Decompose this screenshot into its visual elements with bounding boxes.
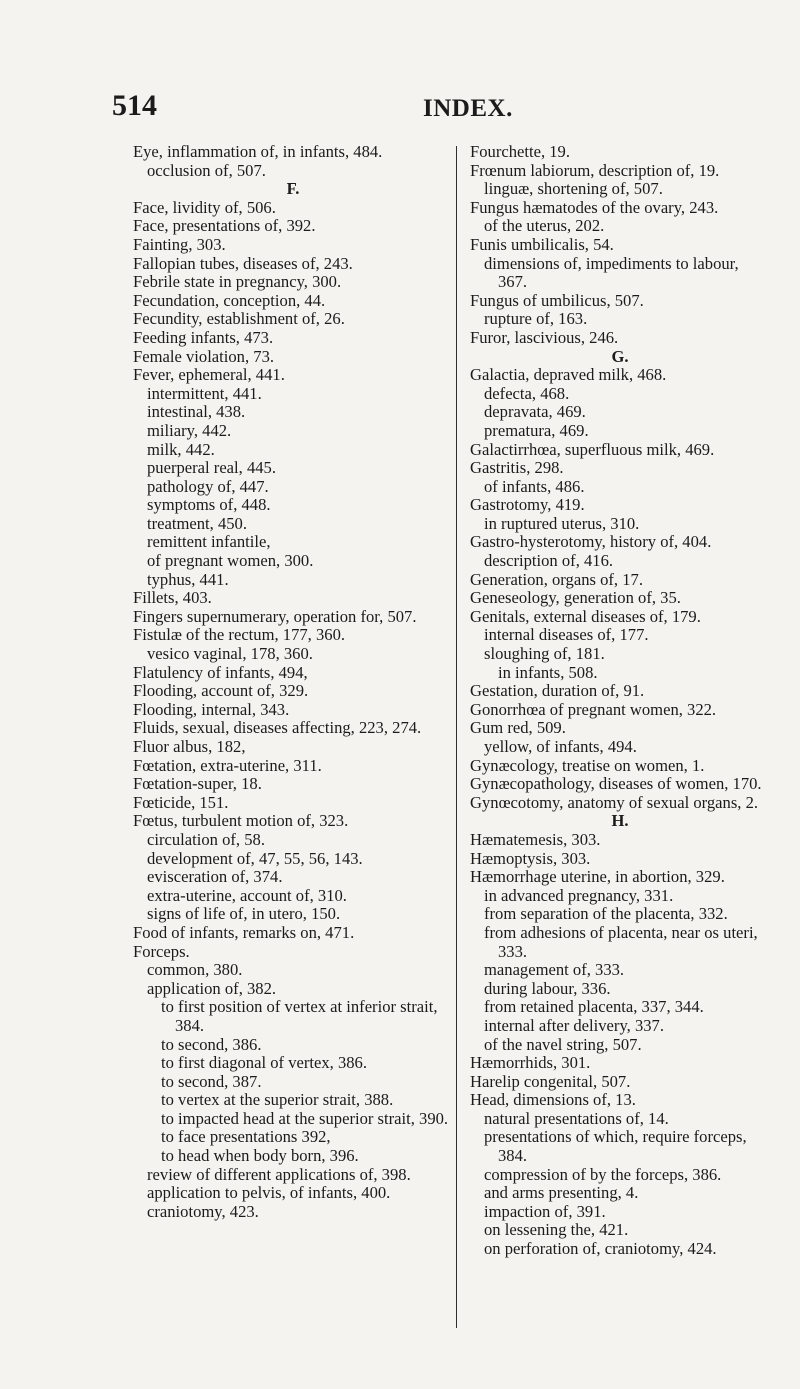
index-subentry: internal diseases of, 177. (484, 625, 649, 645)
index-entry: Hæmatemesis, 303. (470, 829, 601, 849)
index-entry: Eye, inflammation of, in infants, 484. (133, 142, 383, 161)
index-subentry: evisceration of, 374. (147, 867, 283, 887)
index-column-left (133, 143, 453, 1221)
index-entry: Fingers supernumerary, operation for, 507. (133, 606, 417, 626)
index-entry: Hæmoptysis, 303. (470, 848, 591, 868)
index-entry: Food of infants, remarks on, 471. (133, 922, 355, 942)
index-entry: Flooding, account of, 329. (133, 681, 309, 701)
index-entry: Gonorrhœa of pregnant women, 322. (470, 699, 717, 719)
index-entry: Face, presentations of, 392. (133, 216, 316, 236)
index-subentry: prematura, 469. (484, 420, 589, 440)
index-entry: Gum red, 509. (470, 718, 566, 738)
index-entry: Geneseology, generation of, 35. (470, 588, 681, 608)
index-subentry: management of, 333. (484, 960, 625, 980)
index-entry: Fillets, 403. (133, 588, 212, 608)
index-subentry: extra-uterine, account of, 310. (147, 885, 347, 905)
index-subentry: application to pelvis, of infants, 400. (147, 1183, 391, 1203)
page-number: 514 (112, 89, 157, 122)
index-entry: Fecundity, establishment of, 26. (133, 309, 345, 329)
index-subentry: during labour, 336. (484, 978, 611, 998)
index-subsubentry: to first position of vertex at inferior strait, 384. (161, 997, 438, 1035)
index-entry: Fungus hæmatodes of the ovary, 243. (470, 197, 719, 217)
index-subentry: review of different applications of, 398. (147, 1164, 411, 1184)
index-entry: Fœtation-super, 18. (133, 774, 262, 794)
index-entry: Fever, ephemeral, 441. (133, 365, 285, 385)
index-entry: Genitals, external diseases of, 179. (470, 606, 701, 626)
index-entry: Fœtation, extra-uterine, 311. (133, 755, 322, 775)
section-letter: G. (611, 346, 629, 366)
section-letter: F. (286, 179, 300, 199)
index-entry: Gastritis, 298. (470, 458, 564, 478)
column-divider (456, 146, 457, 1328)
index-entry: Fainting, 303. (133, 234, 226, 254)
index-entry: Furor, lascivious, 246. (470, 327, 619, 347)
index-entry: Galactia, depraved milk, 468. (470, 365, 667, 385)
index-entry: Flatulency of infants, 494, (133, 662, 308, 682)
index-subentry: depravata, 469. (484, 402, 586, 422)
index-entry: Funis umbilicalis, 54. (470, 234, 614, 254)
index-entry: Gynœcotomy, anatomy of sexual organs, 2. (470, 792, 759, 812)
index-subentry: on perforation of, craniotomy, 424. (484, 1239, 717, 1259)
index-entry: Galactirrhœa, superfluous milk, 469. (470, 439, 715, 459)
index-subentry: in ruptured uterus, 310. (484, 513, 640, 533)
index-subentry: impaction of, 391. (484, 1201, 606, 1221)
index-subsubentry: to head when body born, 396. (161, 1146, 359, 1166)
index-subsubentry: in infants, 508. (498, 662, 598, 682)
index-subentry: of the navel string, 507. (484, 1034, 642, 1054)
index-entry: Feeding infants, 473. (133, 327, 274, 347)
index-subentry: occlusion of, 507. (147, 160, 266, 180)
index-subentry: intestinal, 438. (147, 402, 246, 422)
index-entry: Gynæcopathology, diseases of women, 170. (470, 774, 762, 794)
index-entry: Forceps. (133, 941, 190, 961)
index-subentry: natural presentations of, 14. (484, 1108, 669, 1128)
index-subentry: treatment, 450. (147, 513, 247, 533)
index-entry: Generation, organs of, 17. (470, 569, 643, 589)
index-entry: Head, dimensions of, 13. (470, 1090, 636, 1110)
index-subentry: and arms presenting, 4. (484, 1183, 639, 1203)
index-entry: Fungus of umbilicus, 507. (470, 290, 644, 310)
index-entry: Face, lividity of, 506. (133, 197, 276, 217)
index-subentry: circulation of, 58. (147, 829, 265, 849)
index-subentry: sloughing of, 181. (484, 644, 605, 664)
index-subsubentry: to first diagonal of vertex, 386. (161, 1053, 367, 1073)
index-subentry: from separation of the placenta, 332. (484, 904, 728, 924)
index-subentry: typhus, 441. (147, 569, 229, 589)
index-subentry: application of, 382. (147, 978, 277, 998)
index-subsubentry: to second, 386. (161, 1034, 262, 1054)
index-entry: Fecundation, conception, 44. (133, 290, 326, 310)
index-entry: Hæmorrhage uterine, in abortion, 329. (470, 867, 725, 887)
index-entry: Gestation, duration of, 91. (470, 681, 645, 701)
index-subentry: defecta, 468. (484, 383, 570, 403)
index-column-right (470, 143, 770, 1259)
index-entry: Fallopian tubes, diseases of, 243. (133, 253, 353, 273)
index-entry: Gynæcology, treatise on women, 1. (470, 755, 705, 775)
index-entry: Fluor albus, 182, (133, 737, 246, 756)
index-subentry: dimensions of, impediments to labour, 367. (484, 253, 739, 292)
index-subentry: development of, 47, 55, 56, 143. (147, 848, 363, 868)
index-subentry: of the uterus, 202. (484, 216, 605, 236)
index-subentry: vesico vaginal, 178, 360. (147, 644, 313, 664)
index-subentry: common, 380. (147, 960, 243, 980)
index-subentry: signs of life of, in utero, 150. (147, 904, 341, 924)
page-header (0, 86, 800, 126)
index-entry: Fluids, sexual, diseases affecting, 223, 274. (133, 718, 422, 738)
index-subentry: rupture of, 163. (484, 309, 588, 329)
index-subentry: description of, 416. (484, 551, 614, 571)
page-title: INDEX. (423, 95, 513, 122)
index-subsubentry: to face presentations 392, (161, 1127, 331, 1147)
index-entry: Gastrotomy, 419. (470, 495, 585, 515)
index-subentry: presentations of which, require forceps, 384. (484, 1127, 747, 1166)
index-subentry: of infants, 486. (484, 476, 585, 496)
index-subsubentry: to impacted head at the superior strait, 390. (161, 1108, 449, 1128)
index-subentry: puerperal real, 445. (147, 458, 276, 478)
index-subentry: milk, 442. (147, 439, 215, 459)
index-entry: Female violation, 73. (133, 346, 275, 366)
index-subentry: symptoms of, 448. (147, 495, 271, 515)
index-subentry: miliary, 442. (147, 420, 232, 440)
index-subentry: from adhesions of placenta, near os uteri, 333. (484, 922, 758, 961)
index-entry: Febrile state in pregnancy, 300. (133, 272, 342, 292)
index-entry: Frœnum labiorum, description of, 19. (470, 160, 720, 180)
index-subentry: in advanced pregnancy, 331. (484, 885, 674, 905)
index-entry: Fourchette, 19. (470, 142, 571, 161)
index-subsubentry: to vertex at the superior strait, 388. (161, 1090, 394, 1110)
index-entry: Fœticide, 151. (133, 792, 229, 812)
index-entry: Hæmorrhids, 301. (470, 1053, 591, 1073)
index-entry: Harelip congenital, 507. (470, 1071, 631, 1091)
index-subentry: yellow, of infants, 494. (484, 737, 637, 756)
index-subentry: internal after delivery, 337. (484, 1015, 664, 1035)
section-letter: H. (611, 811, 629, 831)
index-subentry: craniotomy, 423. (147, 1201, 259, 1221)
index-subentry: intermittent, 441. (147, 383, 262, 403)
index-entry: Flooding, internal, 343. (133, 699, 290, 719)
index-subentry: remittent infantile, (147, 532, 271, 552)
index-entry: Fœtus, turbulent motion of, 323. (133, 811, 349, 831)
index-subsubentry: to second, 387. (161, 1071, 262, 1091)
index-subentry: on lessening the, 421. (484, 1220, 629, 1240)
index-subentry: of pregnant women, 300. (147, 551, 314, 571)
index-subentry: from retained placenta, 337, 344. (484, 997, 704, 1017)
index-subentry: linguæ, shortening of, 507. (484, 179, 663, 199)
index-entry: Gastro-hysterotomy, history of, 404. (470, 532, 712, 552)
index-entry: Fistulæ of the rectum, 177, 360. (133, 625, 346, 645)
index-subentry: compression of by the forceps, 386. (484, 1164, 722, 1184)
index-subentry: pathology of, 447. (147, 476, 269, 496)
